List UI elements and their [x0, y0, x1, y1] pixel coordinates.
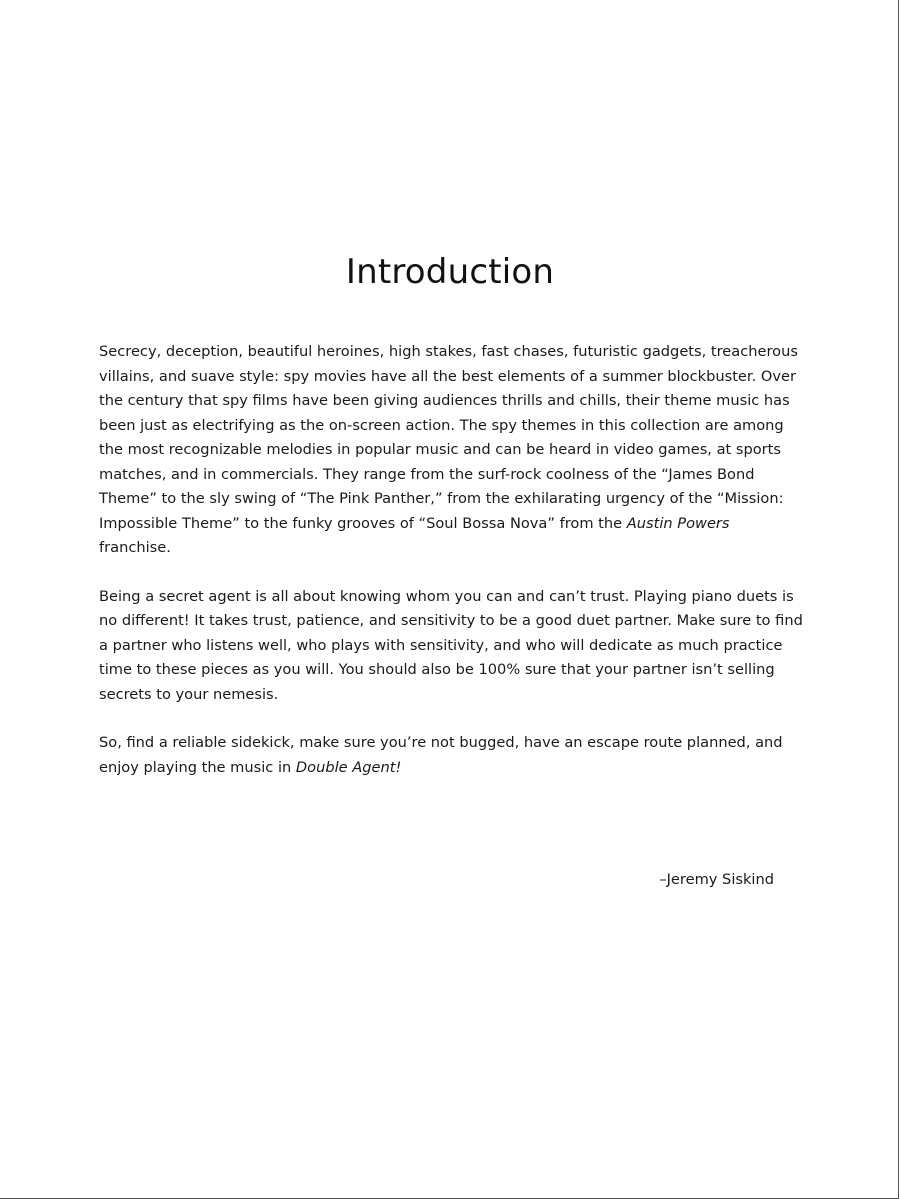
paragraph-2-text: Being a secret agent is all about knowing whom you can and can’t trust. Playing piano duets is no different! It takes trust, patience, and sensitivity to be a good duet partner. Make sure to find a partner who listens well, who plays with sensitivity, and who will dedicate as much practice time to these pieces as you will. You should also be 100% sure that your partner isn’t selling secrets to your nemesis. [99, 587, 803, 703]
paragraph-1-text: Secrecy, deception, beautiful heroines, high stakes, fast chases, futuristic gadgets, treacherous villains, and suave style: spy movies have all the best elements of a summer blockbuster. Over the century that spy films have been giving audiences thrills and chills, their theme music has been just as electrifying as the on-screen action. The spy themes in this collection are among the most recognizable melodies in popular music and can be heard in video games, at sports matches, and in commercials. They range from the surf-rock coolness of the “James Bond Theme” to the sly swing of “The Pink Panther,” from the exhilarating urgency of the “Mission: Impossible Theme” to the funky grooves of “Soul Bossa Nova” from the [99, 343, 798, 532]
paragraph-2 [99, 585, 803, 708]
paragraph-3-italic: Double Agent! [295, 758, 402, 776]
page-title: Introduction [345, 252, 555, 292]
paragraph-1 [99, 340, 803, 561]
paragraph-3-text: So, find a reliable sidekick, make sure you’re not bugged, have an escape route planned, and enjoy playing the music in [99, 734, 783, 776]
paragraph-3 [99, 731, 803, 780]
paragraph-1-italic: Austin Powers [626, 514, 730, 532]
author-signature: –Jeremy Siskind [659, 871, 774, 888]
paragraph-1-tail: franchise. [99, 539, 171, 556]
body-text [99, 340, 803, 804]
